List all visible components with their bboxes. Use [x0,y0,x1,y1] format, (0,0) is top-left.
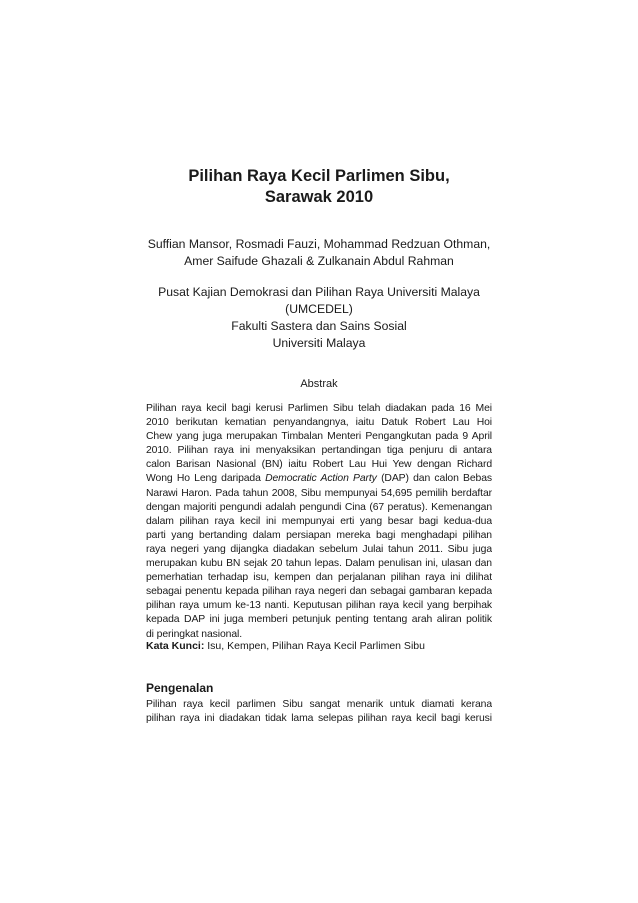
affiliation-line-1: Pusat Kajian Demokrasi dan Pilihan Raya Universiti Malaya [158,285,480,299]
abstract-line: parti yang bertanding dalam persiapan mereka bagi menghadapi pilihan [146,529,492,541]
abstract-line: pemerhatian terhadap isu, kempen dan perjalanan pilihan raya ini dilihat [146,572,492,584]
authors-line-1: Suffian Mansor, Rosmadi Fauzi, Mohammad Redzuan Othman, [147,237,491,251]
affiliation-line-3: Fakulti Sastera dan Sains Sosial [231,319,407,333]
keywords-label: Kata Kunci: [146,640,205,652]
abstract-line: merupakan kubu BN sejak 20 tahun lepas. Dalam penulisan ini, ulasan dan [146,558,492,570]
keywords-text: Isu, Kempen, Pilihan Raya Kecil Parlimen Sibu [204,640,425,652]
section-line: pilihan raya ini diadakan tidak lama selepas pilihan raya kecil bagi kerusi [146,713,492,725]
abstract-line: Narawi Haron. Pada tahun 2008, Sibu mempunyai 54,695 pemilih berdaftar [146,487,492,499]
abstract-line: 2010. Pilihan raya ini menyaksikan pertandingan tiga penjuru di antara [146,445,492,457]
abstract-line: pilihan raya umum ke-13 nanti. Keputusan pilihan raya kecil yang berpihak [146,600,492,612]
abstract-line: di peringkat nasional. [146,628,242,640]
author-list [0,236,638,270]
affiliation-line-4: Universiti Malaya [272,336,366,350]
abstract-line: sebagai penentu kepada pilihan raya negeri dan sebagai gambaran kepada [146,586,492,598]
abstract-line-mixed [146,472,492,486]
abstract-text-segment: Wong Ho Leng daripada [146,473,266,485]
abstract-line: dengan majoriti pengundi adalah pengundi Cina (67 peratus). Kemenangan [146,501,492,513]
affiliation [0,284,638,352]
section-heading-introduction: Pengenalan [146,681,214,695]
abstract-line: Chew yang juga merupakan Timbalan Menteri Pengangkutan pada 9 April [146,431,492,443]
keywords [146,639,492,653]
abstract-italic-party-name: Democratic Action Party [265,473,377,485]
affiliation-line-2: (UMCEDEL) [285,302,353,316]
abstract-heading: Abstrak [300,378,338,390]
title-line-2: Sarawak 2010 [264,188,374,206]
authors-line-2: Amer Saifude Ghazali & Zulkanain Abdul Rahman [184,254,454,268]
abstract-body [146,402,492,642]
abstract-line: dalam pilihan raya kecil ini mempunyai erti yang besar bagi kedua-dua [146,515,492,527]
section-line: Pilihan raya kecil parlimen Sibu sangat menarik untuk diamati kerana [146,699,492,710]
section-body-introduction [146,698,492,726]
abstract-line: raya negeri yang dijangka diadakan sebelum Julai tahun 2011. Sibu juga [146,543,492,555]
paper-title [0,166,638,208]
abstract-line: Pilihan raya kecil bagi kerusi Parlimen Sibu telah diadakan pada 16 Mei [146,403,492,414]
abstract-line: kepada DAP ini juga memberi petunjuk penting tentang arah aliran politik [146,614,492,626]
title-line-1: Pilihan Raya Kecil Parlimen Sibu, [188,167,450,185]
abstract-text-segment: (DAP) dan calon Bebas [376,473,492,485]
abstract-line: calon Barisan Nasional (BN) iaitu Robert Lau Hui Yew dengan Richard [146,459,492,471]
abstract-line: 2010 berikutan kematian penyandangnya, iaitu Datuk Robert Lau Hoi [146,417,492,429]
